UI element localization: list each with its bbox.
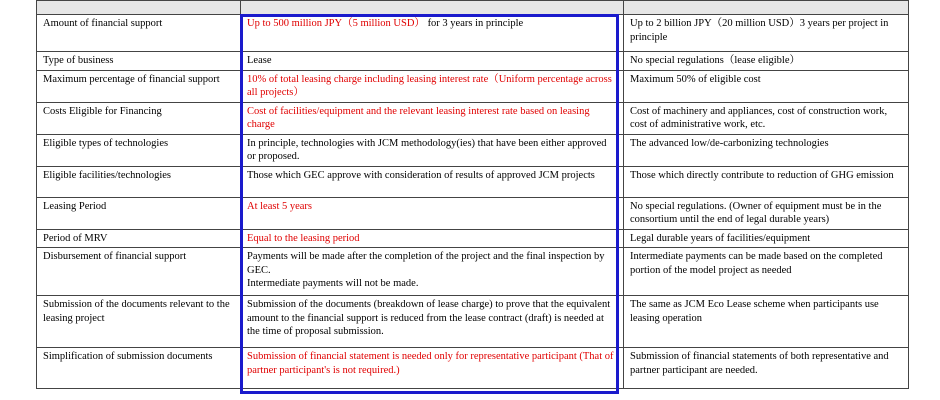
row-label: Type of business — [37, 52, 241, 71]
row-value: Payments will be made after the completion of the project and the final inspection by GEC. Intermediate payments will not be made. — [241, 248, 624, 296]
row-value: Those which GEC approve with consideration of results of approved JCM projects — [241, 166, 624, 197]
row-comparison: Legal durable years of facilities/equipment — [624, 229, 909, 248]
table-row — [37, 70, 909, 102]
row-label: Submission of the documents relevant to the leasing project — [37, 296, 241, 348]
row-value: Lease — [241, 52, 624, 71]
header-cell — [241, 1, 624, 15]
row-label: Costs Eligible for Financing — [37, 102, 241, 134]
row-label: Simplification of submission documents — [37, 348, 241, 389]
row-label: Eligible types of technologies — [37, 134, 241, 166]
row-label: Period of MRV — [37, 229, 241, 248]
table-row — [37, 102, 909, 134]
row-comparison: The same as JCM Eco Lease scheme when participants use leasing operation — [624, 296, 909, 348]
table-row — [37, 52, 909, 71]
row-comparison: Up to 2 billion JPY（20 million USD）3 years per project in principle — [624, 15, 909, 52]
table-row — [37, 197, 909, 229]
row-comparison: Maximum 50% of eligible cost — [624, 70, 909, 102]
header-cell — [624, 1, 909, 15]
row-label: Eligible facilities/technologies — [37, 166, 241, 197]
row-value: Submission of financial statement is needed only for representative participant (That of partner participant's is not required.) — [241, 348, 624, 389]
row-comparison: Submission of financial statements of both representative and partner participant are needed. — [624, 348, 909, 389]
table-header-row — [37, 1, 909, 15]
row-value-line: Intermediate payments will not be made. — [247, 278, 419, 289]
row-label: Maximum percentage of financial support — [37, 70, 241, 102]
table-row — [37, 134, 909, 166]
table-row — [37, 248, 909, 296]
row-value: Submission of the documents (breakdown of lease charge) to prove that the equivalent amount to the financial support is reduced from the lease contract (draft) is needed at the time of proposal submission. — [241, 296, 624, 348]
row-value: At least 5 years — [241, 197, 624, 229]
row-value: Up to 500 million JPY（5 million USD） for 3 years in principle — [241, 15, 624, 52]
row-value: In principle, technologies with JCM methodology(ies) that have been either approved or proposed. — [241, 134, 624, 166]
header-cell — [37, 1, 241, 15]
row-comparison: Cost of machinery and appliances, cost of construction work, cost of administrative work, etc. — [624, 102, 909, 134]
row-comparison: Intermediate payments can be made based on the completed portion of the model project as needed — [624, 248, 909, 296]
comparison-table — [36, 0, 909, 389]
row-label: Disbursement of financial support — [37, 248, 241, 296]
table-row — [37, 15, 909, 52]
row-label: Amount of financial support — [37, 15, 241, 52]
row-comparison: Those which directly contribute to reduction of GHG emission — [624, 166, 909, 197]
table-row — [37, 229, 909, 248]
table-row — [37, 166, 909, 197]
row-comparison: No special regulations（lease eligible） — [624, 52, 909, 71]
row-value: Cost of facilities/equipment and the relevant leasing interest rate based on leasing charge — [241, 102, 624, 134]
row-value: Equal to the leasing period — [241, 229, 624, 248]
row-value: 10% of total leasing charge including leasing interest rate（Uniform percentage across all projects） — [241, 70, 624, 102]
row-comparison: The advanced low/de-carbonizing technologies — [624, 134, 909, 166]
table-row — [37, 296, 909, 348]
table-row — [37, 348, 909, 389]
row-label: Leasing Period — [37, 197, 241, 229]
row-comparison: No special regulations. (Owner of equipment must be in the consortium until the end of legal durable years) — [624, 197, 909, 229]
